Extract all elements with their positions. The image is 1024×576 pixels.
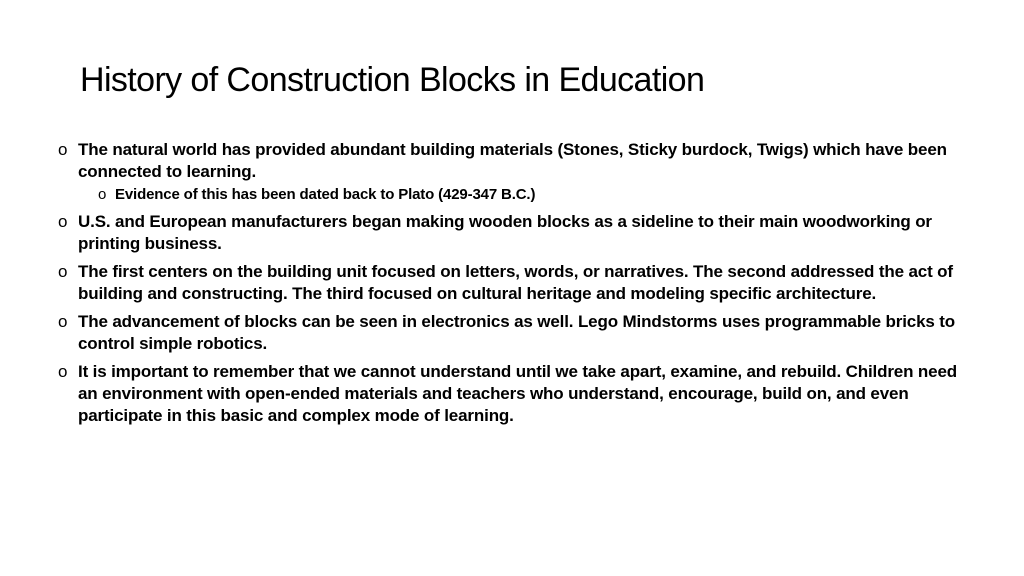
- sub-bullet-text: Evidence of this has been dated back to Plato (429-347 B.C.): [115, 186, 536, 203]
- bullet-item: [58, 139, 978, 205]
- sub-bullet-item: [98, 185, 978, 205]
- bullet-marker-icon: o: [58, 312, 68, 331]
- bullet-marker-icon: o: [58, 262, 68, 281]
- bullet-item: [58, 211, 978, 255]
- bullet-item: [58, 261, 978, 305]
- bullet-marker-icon: o: [98, 186, 107, 203]
- bullet-item: [58, 361, 978, 427]
- sub-bullet-list: [78, 185, 978, 205]
- bullet-marker-icon: o: [58, 362, 68, 381]
- bullet-marker-icon: o: [58, 212, 68, 231]
- slide-title: History of Construction Blocks in Education: [80, 61, 705, 99]
- bullet-list: [58, 139, 978, 433]
- bullet-item: [58, 311, 978, 355]
- bullet-text: The first centers on the building unit focused on letters, words, or narratives. The second addressed the act of building and constructing. The third focused on cultural heritage and modeling specific architecture.: [78, 262, 953, 303]
- bullet-marker-icon: o: [58, 140, 68, 159]
- bullet-text: U.S. and European manufacturers began making wooden blocks as a sideline to their main woodworking or printing business.: [78, 212, 932, 253]
- bullet-text: The natural world has provided abundant building materials (Stones, Sticky burdock, Twigs) which have been connected to learning.: [78, 140, 947, 181]
- bullet-text: The advancement of blocks can be seen in electronics as well. Lego Mindstorms uses programmable bricks to control simple robotics.: [78, 312, 956, 353]
- bullet-text: It is important to remember that we cannot understand until we take apart, examine, and rebuild. Children need an environment with open-ended materials and teachers who understand, encourage, build on, and even participate in this basic and complex mode of learning.: [78, 362, 957, 425]
